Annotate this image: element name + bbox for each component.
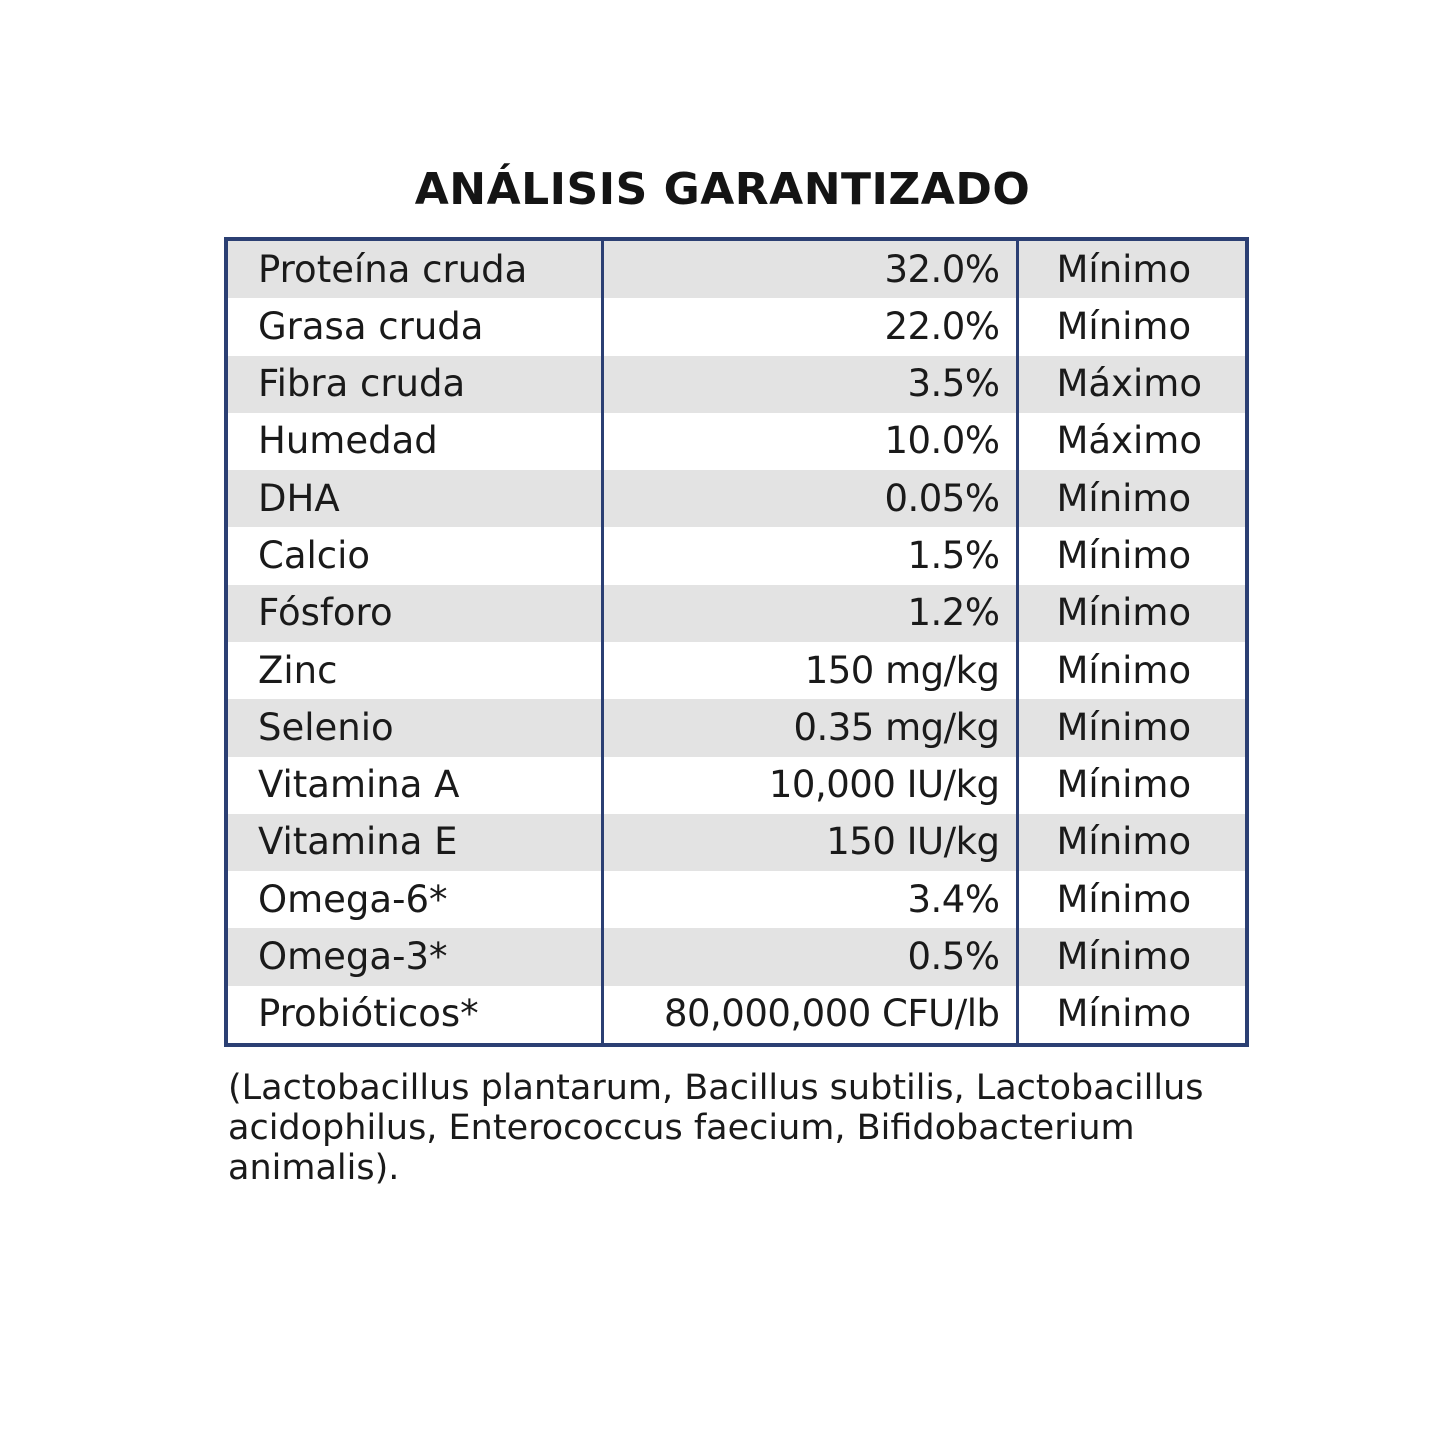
nutrient-limit-type: Mínimo — [1056, 992, 1192, 1036]
table-row — [228, 757, 1245, 814]
table-row — [228, 298, 1245, 355]
table-row — [228, 470, 1245, 527]
table-row — [228, 699, 1245, 756]
table-row — [228, 871, 1245, 928]
table-row — [228, 413, 1245, 470]
nutrient-value: 1.2% — [602, 585, 1017, 642]
nutrient-name: Probióticos* — [228, 986, 602, 1043]
nutrient-value: 150 IU/kg — [602, 814, 1017, 871]
nutrient-value: 32.0% — [602, 241, 1017, 298]
nutrient-limit-type: Mínimo — [1056, 763, 1192, 807]
nutrient-value: 80,000,000 CFU/lb — [602, 986, 1017, 1043]
nutrient-name: Calcio — [228, 527, 602, 584]
nutrient-name: Humedad — [228, 413, 602, 470]
nutrient-value: 0.5% — [602, 928, 1017, 985]
nutrient-value: 10.0% — [602, 413, 1017, 470]
nutrient-name: Omega-6* — [228, 871, 602, 928]
nutrient-value: 0.05% — [602, 470, 1017, 527]
nutrient-limit-type: Mínimo — [1056, 877, 1192, 921]
nutrient-limit-type: Mínimo — [1056, 534, 1192, 578]
table-row — [228, 356, 1245, 413]
nutrient-limit-type: Máximo — [1017, 356, 1245, 413]
page-title: ANÁLISIS GARANTIZADO — [414, 164, 1031, 215]
nutrient-name: Grasa cruda — [228, 298, 602, 355]
analysis-table — [228, 241, 1245, 1043]
nutrient-value: 10,000 IU/kg — [602, 757, 1017, 814]
nutrient-limit-type: Mínimo — [1017, 814, 1245, 871]
nutrient-limit-type: Mínimo — [1017, 699, 1245, 756]
table-row — [228, 527, 1245, 584]
probiotics-footnote: (Lactobacillus plantarum, Bacillus subtilis, Lactobacillus acidophilus, Enterococcus faecium, Bifidobacterium animalis). — [228, 1068, 1204, 1188]
nutrient-limit-type: Mínimo — [1056, 304, 1192, 348]
nutrient-name: Omega-3* — [228, 928, 602, 985]
table-row — [228, 928, 1245, 985]
nutrient-value: 1.5% — [602, 527, 1017, 584]
nutrient-limit-type: Mínimo — [1017, 928, 1245, 985]
guaranteed-analysis-table — [224, 237, 1249, 1047]
nutrient-name: Selenio — [228, 699, 602, 756]
table-row — [228, 986, 1245, 1043]
nutrient-value: 0.35 mg/kg — [602, 699, 1017, 756]
nutrient-limit-type: Mínimo — [1017, 241, 1245, 298]
nutrient-value: 150 mg/kg — [602, 642, 1017, 699]
nutrient-limit-type: Máximo — [1056, 419, 1202, 463]
nutrient-name: DHA — [228, 470, 602, 527]
nutrient-value: 22.0% — [602, 298, 1017, 355]
nutrient-name: Proteína cruda — [228, 241, 602, 298]
nutrient-name: Zinc — [228, 642, 602, 699]
nutrient-limit-type: Mínimo — [1017, 470, 1245, 527]
nutrient-name: Fósforo — [228, 585, 602, 642]
table-row — [228, 585, 1245, 642]
nutrient-limit-type: Mínimo — [1056, 648, 1192, 692]
table-row — [228, 814, 1245, 871]
nutrient-value: 3.5% — [602, 356, 1017, 413]
nutrient-name: Fibra cruda — [228, 356, 602, 413]
nutrient-name: Vitamina E — [228, 814, 602, 871]
nutrient-value: 3.4% — [602, 871, 1017, 928]
nutrient-limit-type: Mínimo — [1017, 585, 1245, 642]
table-row — [228, 642, 1245, 699]
nutrient-name: Vitamina A — [228, 757, 602, 814]
table-row — [228, 241, 1245, 298]
